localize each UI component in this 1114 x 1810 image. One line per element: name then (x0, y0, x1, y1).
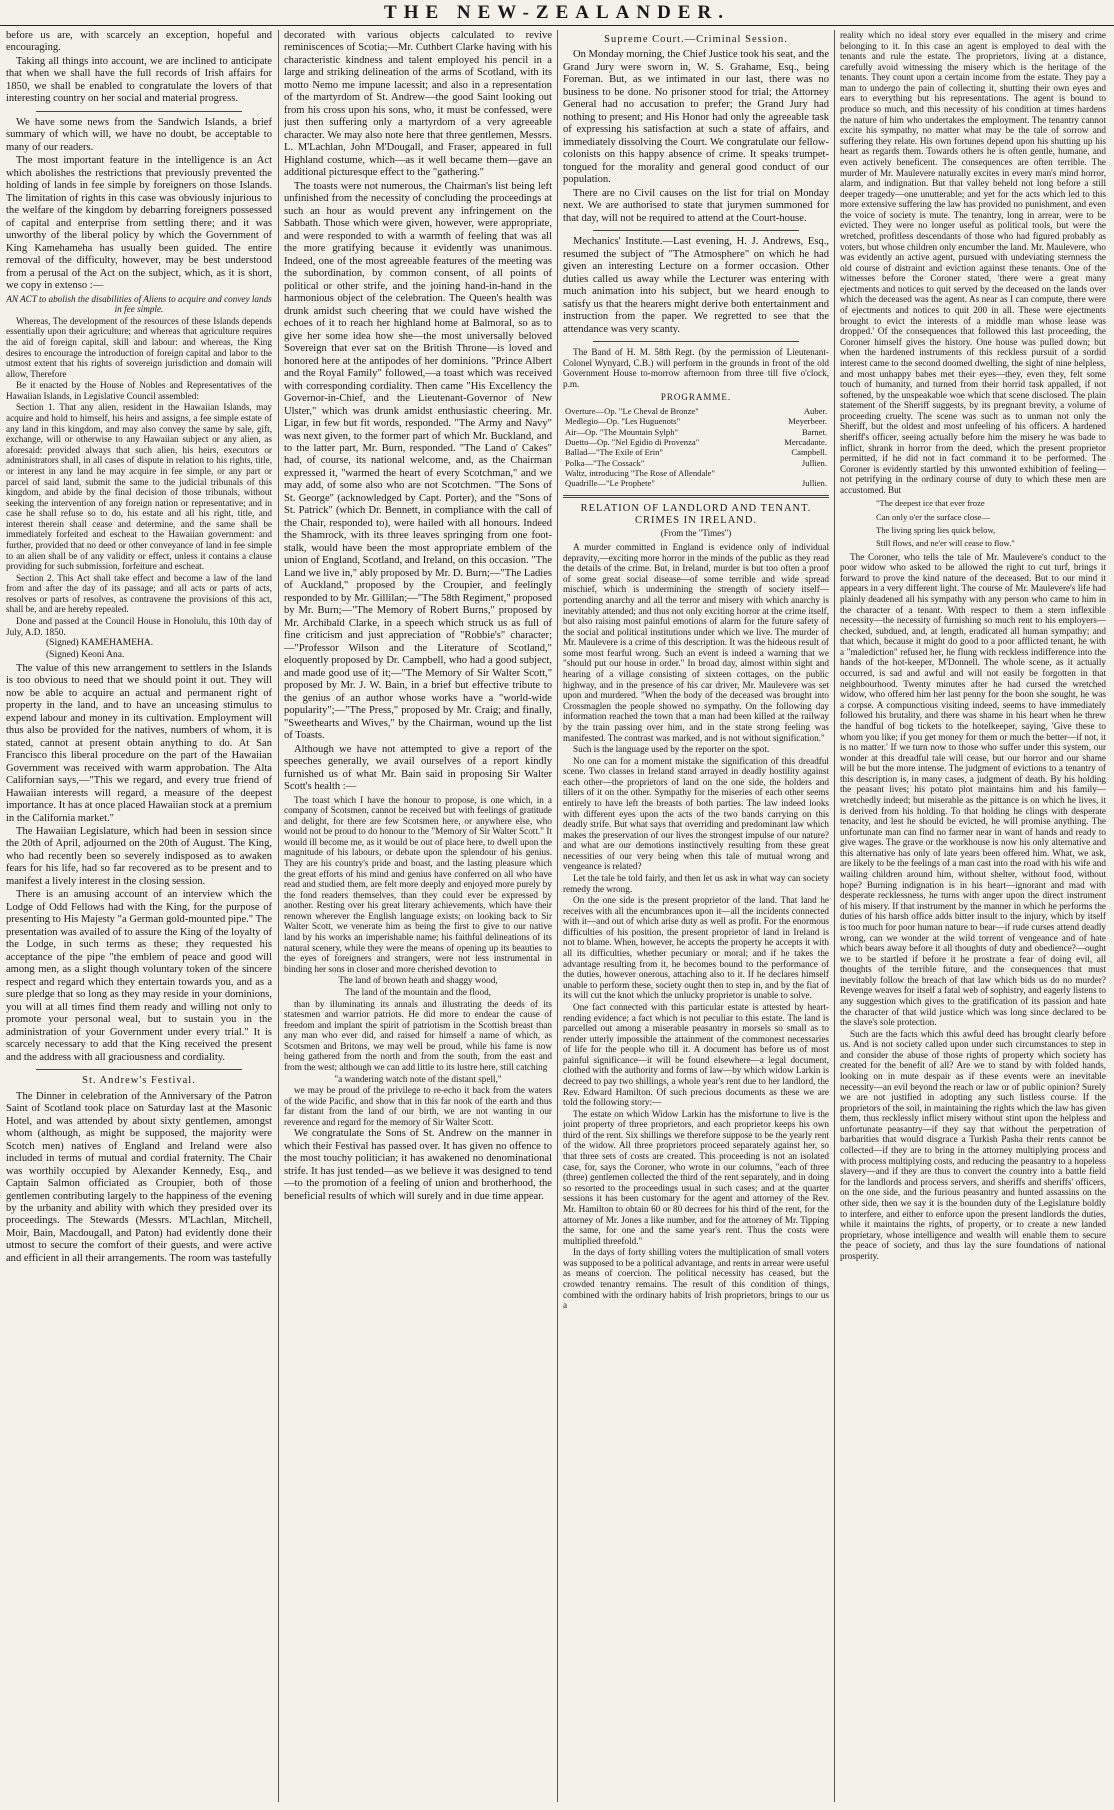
paragraph: The Dinner in celebration of the Anniversary of the Patron Saint of Scotland took place on Saturday last at the Masonic Hotel, and was attended by about sixty gentlemen, amongst whom (although, as might be supposed, the majority were Scotch men) natives of England and Ireland were also included in terms of mutual and cordial fraternity. The Chair was worthily occupied by Alexander Kennedy, Esq., and Captain Salmon officiated as Croupier, both of those gentlemen contributing largely to the happiness of the evening by the urbanity and ability with which they presided over its proceedings. The Stewards (Messrs. M'Lachlan, Mitchell, Moir, Bain, Macdougall, and Paton) had evidently done their utmost to secure the comfort of their guests, and were active and efficient in all their arrangements. The room was tastefully (6, 1090, 272, 1264)
programme-piece: Waltz, introducing "The Rose of Allendale" (565, 467, 715, 478)
programme-row (563, 437, 829, 447)
programme-piece: Air—Op. "The Mountain Sylph" (565, 426, 678, 437)
column-4 (840, 30, 1106, 1800)
section-heading: RELATION OF LANDLORD AND TENANT. CRIMES IN IRELAND. (580, 502, 812, 526)
verse-line: The land of the mountain and the flood, (345, 986, 491, 997)
paragraph: On the one side is the present proprietor of the land. That land he receives with all the encumbrances upon it—all the incidents connected with it—and out of which arise duty as well as profit. For the enormous difficulties of his position, the present proprietor of land in Ireland is not to blame. When, however, he accepts the property he accepts it with all its difficulties, whether pecuniary or moral; and if he takes the advantage resulting from it, he becomes bound to the performance of the duties, however onerous, attaching also to it. If he declares himself unable to perform these, society ought then to step in, and by the fiat of its will cut the knot which the unlucky proprietor is unable to solve. (563, 895, 829, 1001)
poem-line: The living spring lies quick below, (876, 525, 996, 536)
paragraph: No one can for a moment mistake the signification of this dreadful scene. Two classes in Ireland stand arrayed in deadly hostility against each other—the proprietors of land on the one side, the holders and tillers of it on the other. Sympathy for the miseries of each other seems entirely to have left the breasts of both parties. The law indeed looks with different eyes upon the acts of the two bands carrying on this deadly strife. But what says that overriding and predominant law which makes the preservation of our lives the strongest impulse of our nature? and what are our demotions instinctively resulting from these great necessities of our very being when this tale of mutual wrong and vengeance is related? (563, 755, 829, 872)
paragraph: Taking all things into account, we are inclined to anticipate that when we shall have the full records of Irish affairs for 1850, we shall be enabled to congratulate the lovers of that interesting country on her social and material progress. (6, 55, 272, 105)
source-note: (From the "Times") (660, 528, 732, 539)
column-rule-2 (557, 30, 558, 1802)
programme-composer: Auber. (803, 406, 827, 417)
paragraph: The value of this new arrangement to settlers in the Islands is too obvious to need that we should point it out. They will now be able to acquire an actual and permanent right of property in the land, and to have an unceasing stimulus to expend labour and money in its cultivation. Employment will thus also be provided for the natives, numbers of whom, it is stated, cannot at present obtain anything to do. At San Francisco this liberal procedure on the part of the Hawaiian Government was received with warm approbation. The Alta Californian says,—"This we regard, and every true friend of Hawaiian interests will regard, a measure of the deepest importance. It has at once placed Hawaiian stock at a premium in the California market." (6, 662, 272, 824)
paragraph: before us are, with scarcely an exception, hopeful and encouraging. (6, 30, 272, 54)
paragraph: decorated with various objects calculated to revive reminiscences of Scotia;—Mr. Cuthbert Clarke having with his characteristic kindness and talent employed his pencil in a large and striking delineation of the arms of Scotland, with its motto Nemo me impune lacessit; and also in a representation of the martyrdom of St. Andrew—the good Saint looking out from his cross upon his sons, who, it must be confessed, were just then suffering only a martyrdom of a very agreeable character. We may also note here that three gentlemen, Messrs. L. M'Lachlan, John M'Dougall, and Fraser, appeared in full Highland costume, which—as it well became them—gave an additional picturesque effect to the "gathering." (284, 30, 552, 179)
paragraph: One fact connected with this particular estate is attested by heart-rending evidence; a fact which is not peculiar to this estate. The land is parcelled out among a miserable peasantry in morsels so small as to render utterly impossible the attainment of the commonest necessaries of life for the people who till it. A document has before us of most painful significance—it will be found elsewhere—a legal document, clothed with the authority and forms of law—by which widow Larkin is decreed to pay two shillings, a whole year's rent due to her landlord, the Rev. Edward Hamilton. Of such precious documents as these we are told the following story:— (563, 1001, 829, 1108)
paragraph: The toasts were not numerous, the Chairman's list being left unfinished from the necessity of concluding the proceedings at such an hour as would prevent any infringement on the Sabbath. Those which were given, however, were appropriate, and were responded to with a warmth of feeling that was all the more gratifying because it evidently was unanimous. Indeed, one of the most agreeable features of the meeting was the subordination, by common consent, of all points of political or other strife, and the joining hand-in-hand in the harmonious object of the celebration. The Queen's health was drunk amidst such cheering that we could have wished the echoes of it to reach her highland home at Balmoral, so as to give her some idea how she—the most universally beloved Sovereign that ever sat on the British Throne—is loved and honored here at the antipodes of her dominions. "Prince Albert and the Royal Family" followed,—a toast which was received with corresponding cordiality. Then came "His Excellency the Governor-in-Chief, and the Lieutenant-Governor of New Ulster," which was drunk amidst enthusiastic cheering. Mr. Ligar, in few but fit words, responded. "The Army and Navy" was next given, to the former part of which Mr. Buckland, and to the latter part, Mr. Burn, responded. "The Land o' Cakes" had, of course, its national welcome, and, as the Chairman expressed it, "warmed the heart of every Scotchman," and we may add, of some also who are not Scotchmen. "The Sons of St. George" (acknowledged by Capt. Porter), and the "Sons of St. Patrick" (which Dr. Bennett, in compliance with the call of the Chair, responded to), were hailed with all honours. Indeed the Shamrock, with its three leaves springing from one foot-stalk, would have been the most appropriate emblem of the union of England, Scotland, and Ireland, on this occasion. "The Land we live in," ably proposed by Mr. D. Burn;—"The Ladies of Auckland," proposed by the Croupier, and feelingly responded to by Mr. Gillilan;—"The 58th Regiment," proposed by Mr. Burn;—"The Memory of Robert Burns," proposed by Mr. Archibald Clarke, in a speech which struck us as full of fine criticism and just appreciation of "Robbie's" character;—"Professor Wilson and the Literature of Scotland," eloquently proposed by Dr. Campbell, who had a good subject, and made good use of it;—"The Memory of Sir Walter Scott," proposed by Mr. J. W. Bain, in a brief but effective tribute to the genius of an author whose works have a "world-wide popularity";—"The Press," proposed by Mr. Craig; and finally, "Sweethearts and Wives," by the Chairman, wound up the list of Toasts. (284, 180, 552, 742)
paragraph: In the days of forty shilling voters the multiplication of small voters was supposed to be a political advantage, and rents in arrear were useful as means of coercion. The political necessity has ceased, but the crowded tenantry remains. The result of this condition of things, combined with the ordinary habits of Irish proprietors, brings to our us a (563, 1247, 829, 1311)
speech-paragraph: The toast which I have the honour to propose, is one which, in a company of Scotsmen, cannot be received but with feelings of gratitude and delight, for there are few Scotsmen here, or anywhere else, who would not be proud to do honour to the "Memory of Sir Walter Scott." It would ill become me, as it would be out of place here, to dwell upon the magnitude of his labours, or debate upon the splendour of his genius. They are his country's pride and boast, and the lasting pleasure which the great efforts of his mind and genius have conferred on all who have read and studied them, are felt more deeply and enjoyed more purely by the fond readers themselves, than they could ever be expressed by another. Resting over his great literary achievements, which have their renown wherever the English language exists; on looking back to Sir Walter Scott, we venerate him as being the first to give to our native land by his works an imperishable name; his faithful delineations of its natural scenery, while they were the means of opening up its beauties to the eyes of foreigners and strangers, were not less instrumental in binding her sons in closer and more cherished devotion to (284, 794, 552, 974)
paragraph: The most important feature in the intelligence is an Act which abolishes the restrictions that previously prevented the holding of lands in fee simple by foreigners on those Islands. The limitation of rights in this case was obviously injurious to the welfare of the kingdom by debarring foreigners possessed of capital and enterprise from settling there; and it was unworthy of the liberal policy by which the Government of King Kamehameha has usually been guided. The entire removal of the difficulty, however, may be best understood from a perusal of the Act on the subject, which, as it is short, we copy in extenso :— (6, 155, 272, 292)
poem-line: "The deepest ice that ever froze (876, 498, 985, 509)
act-title: AN ACT to abolish the disabilities of Aliens to acquire and convey lands in fee simple. (6, 293, 272, 315)
speech-paragraph: than by illuminating its annals and illustrating the deeds of its statesmen and warrior patriots. He did more to endear the cause of freedom and implant the spirit of patriotism in the Scottish breast than any man who ever did, and raised for himself a name of which, as Scotsmen and Britons, we may well be proud, while his fame is now being gathered from the north and from the south, from the east and from the west; although we can add little to its lustre here, still catching (284, 998, 552, 1072)
programme-piece: Medlegio—Op. "Les Huguenots" (565, 416, 681, 427)
paragraph: The Hawaiian Legislature, which had been in session since the 20th of April, adjourned on the 20th of August. The King, who had recently been so severely indisposed as to awaken fears for his life, had so far recovered as to be present and to manifest a lively interest in the closing session. (6, 825, 272, 887)
masthead (0, 0, 1114, 26)
column-1 (6, 30, 272, 1800)
act-paragraph: Section 2. This Act shall take effect and become a law of the land from and after the day of its passage; and all acts or parts of acts, resolves or parts of resolves, as contravene the provisions of this act, shall be, and are hereby repealed. (6, 572, 272, 615)
programme-row (563, 427, 829, 437)
signature: (Signed) Keoni Ana. (46, 650, 125, 661)
paragraph: We have some news from the Sandwich Islands, a brief summary of which will, we have no doubt, be acceptable to many of our readers. (6, 116, 272, 153)
paragraph: The Coroner, who tells the tale of Mr. Maulevere's conduct to the poor widow who asked to be allowed the right to cut turf, brings it forward to prove the kind nature of the deceased. But to our mind it appears in a very different light. The course of Mr. Maulevere's life had plainly deadened all his sympathy with any person who came to him in the character of a tenant. With respect to them a stern inflexible necessity—the necessity of furnishing so much rent to his employers—checked, subdued, and, at length, eradicated all human sympathy; and that which, because it might do good to a poor afflicted tenant, he with a "malediction" refused her, he flung with reckless indifference into the hands of the hot-keeper, M'Donnell. The whole scene, as it actually occurred, is sad and awful and will not easily be forgotten in that neighbourhood. Twenty minutes after he had cursed the wretched widow, who offered him her last penny for the boon she sought, he was a corpse. A compunctious visiting indeed, seems to have immediately followed his brutality, and there was shame in his heart when he threw the handful of bog tickets to the hotelkeeper, saying, 'Give these to whom you like; if you get money for them or much the better—if not, it is no matter.' If we turn now to those who suffer under this system, our wonder at this dreadful tale will cease, but our horror and our shame will be but the more intense. The judgment of evictions to a tenantry of this description is, in many cases, a judgment of death. By his holding the peasant lives; his potato plot maintains him and his family—wretchedly indeed; but miserable as the pittance is on which he lives, it is derived from his holding. To that holding he clings with desperate tenacity, and lest he should be evicted, he will promise anything. The unfortunate man can find no farmer near in want of hands and ready to give wages. The grave or the workhouse is now his only alternative and this alternative has only of late years been offered him. What, we ask, are likely to be the feelings of a man cast into the road with his wife and wailing children around him, without shelter, without food, without hope? Burning indignation is in his heart—ignorant and mad with desperate recklessness, he turns with anger upon the direct instrument of his misery. If that instrument by the manner in which he performs the duties of his harsh office adds bitter insult to the injury, which by itself is too much for poor human nature to bear—if rude curses attend deadly wrong, can we wonder at the wild torrent of vengeance and of hate which bears away before it all thoughts of duty and obedience?—ought we to be startled if before it he prostrate a fear of doing evil, all thoughts of the terrible future, and the consequences that must inevitably follow the breach of that law which bids us do no murder? Revenge weaves for itself a fatal web of sophistry, and eagerly listens to any suggestion which gives to the gratification of its passion and hate the character of that wild justice which was long since declared to be the slave's sole protection. (840, 551, 1106, 1028)
paragraph: A murder committed in England is evidence only of individual depravity,—exciting more horror in the minds of the public as they read the details of the crime. But, in Ireland, murder is but too often a proof of some great social disease—of some terrible and wide spread mischief, which is undermining the strength of society itself—portending anarchy and all the terror and misery with which anarchy is inevitably attended; and thus not only exciting horror at the crime itself, but also raising most painful emotions of alarm for the future safety of the social and political institutions under which we live. The murder of Mr. Maulevere is a crime of this description. It was the hideous result of some most fearful wrong. Such an event is indeed a warning that we "should put our house in order." In broad day, almost within sight and hearing of a village consisting of sixteen cottages, on the public highway, and in the presence of his car driver, Mr. Maulevere was set upon and murdered. "When the body of the deceased was brought into Crossmaglen the people showed no sympathy. On the following day information reached the town that a man had been killed at the railway by the train passing over him, and in the state strong feeling was manifested. The contrast was marked, and is not without signification." (563, 542, 829, 743)
paragraph: The estate on which Widow Larkin has the misfortune to live is the joint property of three proprietors, and each proprietor keeps his own third of the rent. Six shillings we therefore suppose to be the yearly rent of the widow. All three proprietors proceed separately against her, so that three sets of costs are created. This proceeding is not an isolated case, for, says the Coroner, who wrote in our columns, "each of three (three) gentlemen collected the third of the rent separately, and in doing so resorted to the proceedings usual in such cases; and at the quarter sessions it has been customary for the agent and attorney of the Rev. Mr. Hamilton to obtain 60 or 80 decrees for his third of the rent, for the attorney of Mr. Jones a like number, and for the attorney of Mr. Tipping the same, for one and the same year's rent. Thus the costs were multiplied threefold." (563, 1108, 829, 1246)
programme-piece: Overture—Op. "Le Cheval de Bronze" (565, 406, 699, 417)
programme-composer: Mercadante. (784, 437, 827, 447)
paragraph: Such is the language used by the reporter on the spot. (573, 744, 770, 755)
paragraph: Such are the facts which this awful deed has brought clearly before us. And is not society called upon under such circumstances to step in and consider the abuse of those rights of property which society has created for the benefit of all? Are we to stand by with folded hands, looking on in mute despair as if these events were an inevitable necessity—an evil beyond the reach or law or of public opinion? Surely we are not justified in adopting any such listless course. If the proprietors of the soil, in maintaining the rights which the law has given them, thus recklessly inflict misery without stint upon the helpless and unfortunate peasantry—if they say that without the perpetration of barbarities that would disgrace a Turkish Pasha their rents cannot be collected—if they are to bring in the attorney multiplying process and with process multiplying costs, and reducing the peasantry to a hopeless slavery—and if they are thus to convert the country into a battle field for the landlords and process servers, and sheriffs and sheriffs' officers, on the one side, and the furious peasantry and hunted assassins on the other side, then we say it is the bounden duty of the Legislature boldly to interfere, and either to enforce upon the present landlords the duties, while it maintains the rights, of property, or to create a new landed proprietary, whose intelligence and wealth will enable them to secure the peace of society, and thus lay the sure foundations of national prosperity. (840, 1028, 1106, 1261)
paragraph: There are no Civil causes on the list for trial on Monday next. We are authorised to state that jurymen summoned for that day, will not be required to attend at the Court-house. (563, 187, 829, 224)
article-separator (36, 111, 242, 112)
programme-piece: Polka—"The Cossack" (565, 457, 645, 468)
column-3 (563, 30, 829, 1800)
act-paragraph: Done and passed at the Council House in Honolulu, this 10th day of July, A.D. 1850. (6, 616, 272, 637)
programme-piece: Duetto—Op. "Nel Egidio di Provenza" (565, 437, 700, 447)
paragraph: We congratulate the Sons of St. Andrew on the manner in which their Festival has passed over. It has given no offence to the most touchy politician; it has awakened no denominational strife. It has just tended—as we believe it was designed to tend—to the promotion of a feeling of union and brotherhood, the beneficial results of which will surely and in due time appear. (284, 1128, 552, 1202)
programme-composer: Meyerbeer. (788, 416, 827, 427)
act-paragraph: Section 1. That any alien, resident in the Hawaiian Islands, may acquire and hold to himself, his heirs and assigns, a fee simple estate of any land in this kingdom, and may also convey the same by sale, gift, exchange, will or otherwise to any Hawaiian subject or any alien, as aforesaid: provided always that such alien, his heirs, executors or administrators shall, in all cases of dispute in relation to his rights, title, or interest in any land he may acquire in fee simple, or any part or parcel of said land, submit the same to the judicial tribunals of this kingdom, and abide by the final decision of those tribunals, without seeking the intervention of any foreign nation or representative; and in case he shall refuse so to do, his estate and all his right, title, and interest therein shall cease and determine, and the same shall be immediately forfeited and escheat to the Hawaiian government: and further, provided that no deed or other conveyance of land in fee simple to an alien shall be of any validity or effect, unless it contains a clause providing for such submission, forfeiture and escheat. (6, 402, 272, 572)
act-paragraph: Be it enacted by the House of Nobles and Representatives of the Hawaiian Islands, in Legislative Council assembled: (6, 380, 272, 401)
programme-table (563, 406, 829, 489)
act-paragraph: Whereas, The development of the resources of these Islands depends essentially upon their agriculture; and whereas that agriculture requires the aid of foreign capital, skill and labour: and whereas, the King desires to encourage the introduction of foreign capital and labor to the utmost extent that his rights of sovereign jurisdiction and domain will allow, Therefore (6, 315, 272, 379)
programme-row (563, 478, 829, 488)
programme-composer: Jullien. (801, 457, 827, 468)
signature: (Signed) KAMEHAMEHA. (46, 638, 154, 649)
paragraph: The Band of H. M. 58th Regt. (by the permission of Lieutenant-Colonel Wynyard, C.B.) will perform in the grounds in front of the old Government House to-morrow afternoon from three till five o'clock, p.m. (563, 347, 829, 389)
article-separator (36, 1069, 242, 1070)
column-rule-1 (278, 30, 279, 1802)
paragraph: Mechanics' Institute.—Last evening, H. J. Andrews, Esq., resumed the subject of "The Atmosphere" on which he had given an interesting Lecture on a former occasion. Other duties called us away while the Lecturer was entering with much animation into his subject, but we heard enough to satisfy us that the hearers might derive both entertainment and instruction from the paper. We regretted to see that the attendance was very scanty. (563, 236, 829, 335)
programme-piece: Ballad—"The Exile of Erin" (565, 447, 663, 458)
verse-line: "a wandering watch note of the distant spell," (334, 1073, 502, 1084)
poem-line: Still flows, and ne'er will cease to flow." (876, 538, 1015, 549)
programme-composer (767, 468, 829, 478)
programme-piece: Quadrille—"Le Prophete" (565, 478, 655, 489)
paragraph: reality which no ideal story ever equalled in the misery and crime belonging to it. In this case an agent is employed to deal with the tenants and rule the estate. The proprietors, living at a distance, carefully avoid witnessing the misery which is the heritage of the tenants. They count upon a certain income from the estate. They pay a man to undergo the pain of collecting it, shutting their own eyes and ears to everything but his representations. The agent is bound to produce so much, and this necessity of his condition at times hardens the nature of him who undertakes the employment. The tenantry cannot excite his sympathy, no matter what may be the tale of sorrow and suffering they relate. His own fortunes depend upon his shutting up his heart as regards them. Towards others he is often gentle, humane, and even actively beneficent. The consequences are often terrible. The murder of Mr. Maulevere naturally excites in every man's mind horror, alarm, and indignation. But that valley beheld not long before a still deeper tragedy—one unutterable; and yet for the acts which led to this more extensive suffering the law has provided no punishment, and even the voice of society is mute. The tenantry, long in arrear, were to be evicted. They were no longer useful as political tools, but were the wretched, profitless descendants of those who had figured probably as voters, but whose children only encumber the land. Mr. Maulevere, who was evidently an active agent, pursued with undeviating sternness the old course of distraint and eviction against these tenants. One of the witnesses before the Coroner stated, 'there were a great many ejectments and notices to quit served by the deceased on the lands over which the deceased was the agent. As near as I can compute, there were of ejectments and notices to quit 200 in all. These were ejectments brought to evict the interests of a middle man whose lease was dropped.' Of the consequences that followed this last proceeding, the Coroner himself gives the history. One house was pulled down; but when the hardened instruments of this reckless pursuit of a sordid interest came to the second doomed dwelling, the sight of nine helpless, and most unhappy babes met their eyes—they, even they, felt some touch of humanity, and turned from their horrid task appalled, if not softened, by the unspeakable woe which that scene disclosed. The plain statement of the Sheriff suggests, by its pregnant brevity, a volume of proceeding cruelty. The scene was such as to unman not only the Sheriff, but the oldest and most unfeeling of his officers. A hardened sheriff's officer, seeing actually before him the misery he was bade to inflict, shrank in horror from the deed, which the present proprietor permitted, if he did not in fact command it to be performed. The Coroner is evidently startled by this unwonted exhibition of feeling—not petrifying in the ordinary course of duty to which these men are accustomed. But (840, 30, 1106, 495)
programme-row (563, 406, 829, 416)
masthead-title: THE NEW-ZEALANDER. (384, 2, 730, 23)
programme-row (563, 447, 829, 457)
programme-row (563, 416, 829, 426)
section-heading: Supreme Court.—Criminal Session. (604, 34, 788, 45)
paragraph: Let the tale be told fairly, and then let us ask in what way can society remedy the wrong. (563, 873, 829, 894)
paragraph: On Monday morning, the Chief Justice took his seat, and the Grand Jury were sworn in, W. S. Grahame, Esq., being Foreman. But, as we intimated in our last, there was no business to be done. No prisoner stood for trial; the Attorney General had no accusation to prefer; the Grand Jury had nothing to present; and His Honor had only the agreeable task of expressing his satisfaction at such a state of affairs, and immediately dissolving the Court. We congratulate our fellow-colonists on this happy absence of crime. It speaks trumpet-tongued for the morality and general good conduct of our population. (563, 49, 829, 186)
poem-line: Can only o'er the surface close— (876, 511, 990, 522)
programme-composer: Barnet. (801, 426, 827, 437)
article-separator (593, 341, 799, 342)
section-heading: St. Andrew's Festival. (82, 1075, 196, 1087)
article-separator (563, 495, 829, 498)
paragraph: Although we have not attempted to give a report of the speeches generally, we avail ourselves of a report kindly furnished us of what Mr. Bain said in proposing Sir Walter Scott's health :— (284, 743, 552, 793)
column-2 (284, 30, 552, 1800)
programme-composer: Campbell. (791, 447, 827, 458)
speech-paragraph: we may be proud of the privilege to re-echo it back from the waters of the wide Pacific, and show that in this far nook of the earth and thus far distant from the land of our birth, we are not wanting in our reverence and regard for the memory of Sir Walter Scott. (284, 1085, 552, 1127)
programme-title: PROGRAMME. (660, 392, 732, 403)
programme-row (563, 458, 829, 468)
programme-row (563, 468, 829, 478)
paragraph: There is an amusing account of an interview which the Lodge of Odd Fellows had with the King, for the purpose of presenting to His Majesty "a German gold-mounted pipe." The presentation was availed of to assure the King of the loyalty of the Lodge, in such terms as these; they requested his acceptance of the pipe "the emblem of peace and good will among men, as a slight though voluntary token of the sincere respect and regard which they entertain towards you, and as a sure pledge that so long as they may reside in your dominions, you will at all times find them ready and willing not only to promote your personal weal, but to sustain you in the administration of your Government under every trial." It is scarcely necessary to add that the King received the present and the address with all graciousness and cordiality. (6, 889, 272, 1063)
programme-composer: Jullien. (801, 478, 827, 489)
verse-line: The land of brown heath and shaggy wood, (338, 975, 498, 986)
article-separator (593, 230, 799, 231)
column-rule-3 (834, 30, 835, 1802)
